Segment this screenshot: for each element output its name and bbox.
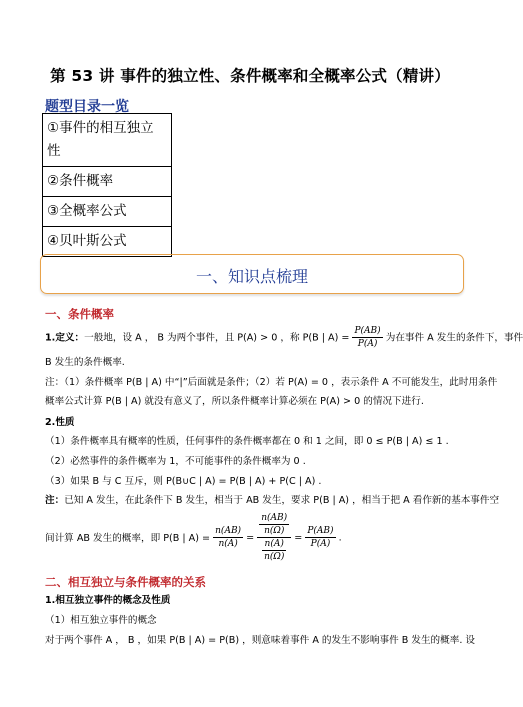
toc-table <box>42 113 172 257</box>
compound-numerator <box>257 512 291 538</box>
toc-item: ④贝叶斯公式 <box>43 227 172 257</box>
note2-label: 注： <box>45 495 65 506</box>
section2-heading: 二、相互独立与条件概率的关系 <box>45 575 206 589</box>
fraction-denominator: P(A) <box>310 539 331 549</box>
period: . <box>338 532 342 544</box>
note2-text-a: 已知 A 发生，在此条件下 B 发生，相当于 AB 发生，要求 P(B | A) ，相当于把 A 看作新的基本事件空 <box>64 495 500 506</box>
fraction-denominator: n(Ω) <box>264 552 285 562</box>
toc-row <box>43 114 172 167</box>
definition-line <box>45 325 523 350</box>
definition-label: 1.定义： <box>45 332 85 344</box>
section2-text-1: 对于两个事件 A ， B ，如果 P(B | A) = P(B) ，则意味着事件 A 的发生不影响事件 B 发生的概率. 设 <box>45 635 476 646</box>
definition-text-a: 一般地，设 A ， B 为两个事件，且 P(A) > 0 ，称 P(B | A) = <box>84 332 350 344</box>
fraction-p-ab-over-p-a <box>305 525 335 550</box>
fraction-numerator: P(AB) <box>354 326 381 336</box>
equals-sign: = <box>294 532 303 544</box>
inner-fraction <box>262 538 286 563</box>
fraction-denominator: P(A) <box>357 339 378 349</box>
note2-text-b: 间计算 AB 发生的概率，即 P(B | A) = <box>45 532 211 544</box>
property-2: （2）必然事件的条件概率为 1，不可能事件的条件概率为 0 . <box>45 456 306 467</box>
inner-fraction <box>259 512 289 537</box>
toc-heading: 题型目录一览 <box>45 99 129 115</box>
section2-subheading: 1.相互独立事件的概念及性质 <box>45 595 171 606</box>
section2-item-1: （1）相互独立事件的概念 <box>45 615 157 626</box>
property-3: （3）如果 B 与 C 互斥，则 P(B∪C | A) = P(B | A) + P(C | A) . <box>45 476 322 487</box>
equals-sign: = <box>246 532 255 544</box>
note2-line-b <box>45 512 342 563</box>
property-1: （1）条件概率具有概率的性质，任何事件的条件概率都在 0 和 1 之间，即 0 ≤ P(B | A) ≤ 1 . <box>45 436 449 447</box>
property-label: 2.性质 <box>45 417 75 428</box>
fraction-numerator: n(AB) <box>215 526 242 536</box>
toc-item: ①事件的相互独立性 <box>43 114 172 167</box>
toc-row <box>43 197 172 227</box>
fraction-n-ab-over-n-a <box>213 525 243 550</box>
section1-heading: 一、条件概率 <box>45 307 114 321</box>
fraction-numerator: P(AB) <box>307 526 334 536</box>
note2-line-a <box>45 494 499 507</box>
toc-item: ②条件概率 <box>43 167 172 197</box>
compound-fraction <box>257 512 291 563</box>
fraction-denominator: n(Ω) <box>264 526 285 536</box>
definition-text-c: B 发生的条件概率. <box>45 357 125 368</box>
note1-line-b: 概率公式计算 P(B | A) 就没有意义了，所以条件概率计算必须在 P(A) > 0 的情况下进行. <box>45 396 424 407</box>
toc-row <box>43 167 172 197</box>
definition-fraction <box>352 325 382 350</box>
page-title: 第 53 讲 事件的独立性、条件概率和全概率公式（精讲） <box>50 67 450 85</box>
compound-denominator <box>257 538 291 563</box>
definition-text-b: 为在事件 A 发生的条件下，事件 <box>385 332 523 344</box>
section-banner-title: 一、知识点梳理 <box>195 267 308 286</box>
fraction-numerator: n(A) <box>262 538 286 551</box>
fraction-numerator: n(AB) <box>261 513 288 523</box>
toc-row <box>43 227 172 257</box>
fraction-denominator: n(A) <box>218 539 238 549</box>
note1-line-a: 注：（1）条件概率 P(B | A) 中“|”后面就是条件；（2）若 P(A) = 0 ，表示条件 A 不可能发生，此时用条件 <box>45 377 498 388</box>
toc-item: ③全概率公式 <box>43 197 172 227</box>
